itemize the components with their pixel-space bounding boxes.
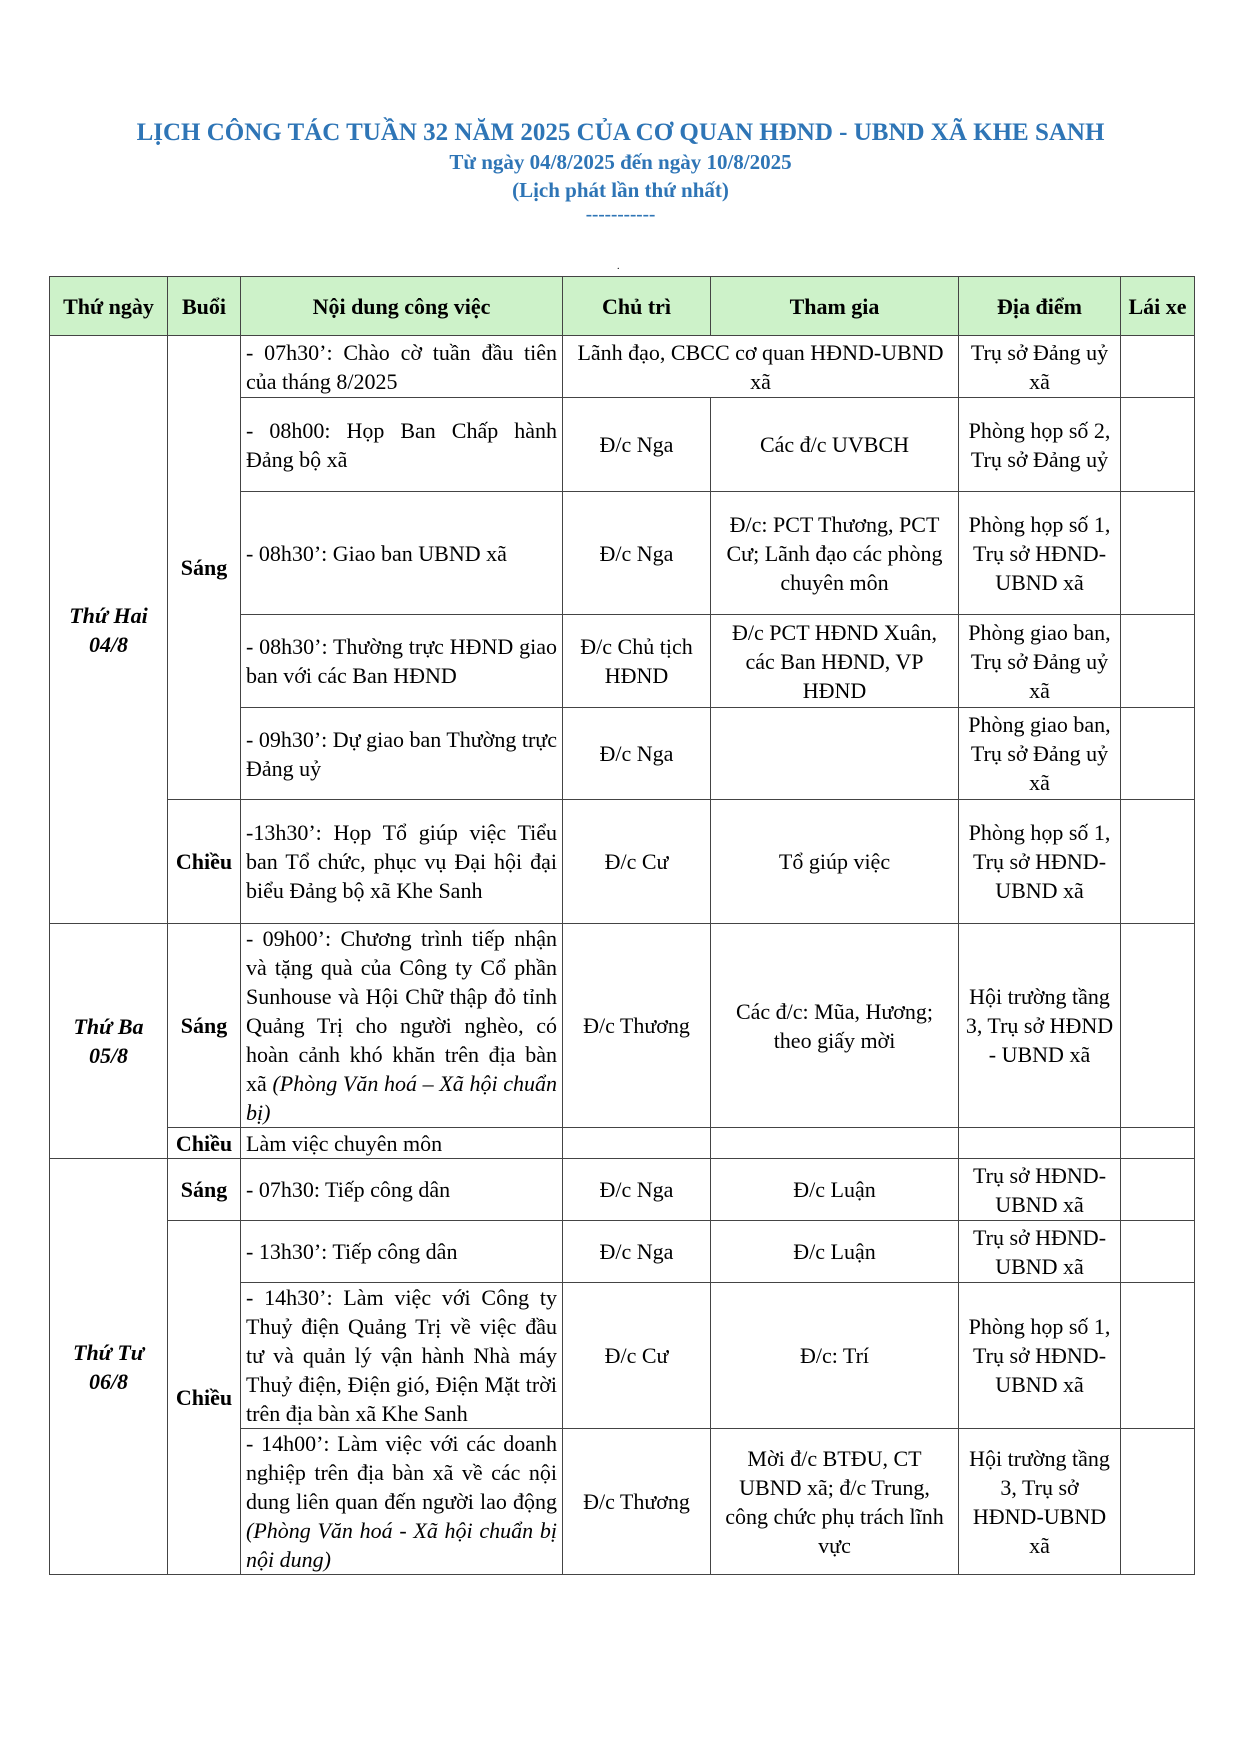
driver-cell — [1121, 708, 1195, 800]
chair-cell: Đ/c Cư — [563, 800, 711, 924]
chair-cell: Đ/c Nga — [563, 1221, 711, 1283]
driver-cell — [1121, 800, 1195, 924]
day-date: 05/8 — [88, 1043, 129, 1068]
content-cell: Làm việc chuyên môn — [241, 1128, 563, 1159]
header-separator: ----------- — [585, 204, 656, 225]
participants-cell: Đ/c PCT HĐND Xuân, các Ban HĐND, VP HĐND — [711, 615, 959, 708]
col-header-chair: Chủ trì — [563, 277, 711, 336]
day-name: Thứ Tư — [73, 1339, 144, 1365]
issue-note: (Lịch phát lần thứ nhất) — [512, 178, 729, 202]
col-header-session: Buổi — [168, 277, 241, 336]
day-name: Thứ Hai — [69, 602, 148, 628]
content-cell: - 14h30’: Làm việc với Công ty Thuỷ điện Quảng Trị về việc đầu tư và quản lý vận hành Nhà máy Thuỷ điện, Điện gió, Điện Mặt trời trên địa bàn xã Khe Sanh — [241, 1283, 563, 1429]
session-cell: Sáng — [168, 1159, 241, 1221]
participants-cell: Đ/c Luận — [711, 1221, 959, 1283]
location-cell: Phòng giao ban, Trụ sở Đảng uỷ xã — [959, 708, 1121, 800]
location-cell: Trụ sở HĐND-UBND xã — [959, 1159, 1121, 1221]
col-header-day: Thứ ngày — [50, 277, 168, 336]
chair-cell: Đ/c Cư — [563, 1283, 711, 1429]
session-cell: Sáng — [168, 336, 241, 800]
driver-cell — [1121, 1159, 1195, 1221]
chair-participants-cell: Lãnh đạo, CBCC cơ quan HĐND-UBND xã — [563, 336, 959, 398]
chair-cell: Đ/c Thương — [563, 924, 711, 1128]
participants-cell — [711, 1128, 959, 1159]
day-date: 04/8 — [88, 631, 129, 657]
document-header — [0, 118, 1241, 226]
location-cell: Hội trường tầng 3, Trụ sở HĐND - UBND xã — [959, 924, 1121, 1128]
location-cell: Phòng họp số 1, Trụ sở HĐND-UBND xã — [959, 800, 1121, 924]
driver-cell — [1121, 1429, 1195, 1575]
driver-cell — [1121, 1283, 1195, 1429]
location-cell: Phòng họp số 1, Trụ sở HĐND-UBND xã — [959, 492, 1121, 615]
participants-cell — [711, 708, 959, 800]
content-cell: -13h30’: Họp Tổ giúp việc Tiểu ban Tổ chức, phục vụ Đại hội đại biểu Đảng bộ xã Khe Sanh — [241, 800, 563, 924]
day-cell-monday — [50, 336, 168, 924]
participants-cell: Tổ giúp việc — [711, 800, 959, 924]
content-cell: - 07h30: Tiếp công dân — [241, 1159, 563, 1221]
content-text: - 14h00’: Làm việc với các doanh nghiệp trên địa bàn xã về các nội dung liên quan đến người lao động — [246, 1431, 557, 1514]
location-cell: Phòng họp số 2, Trụ sở Đảng uỷ — [959, 398, 1121, 492]
content-cell: - 07h30’: Chào cờ tuần đầu tiên của tháng 8/2025 — [241, 336, 563, 398]
day-cell-wednesday — [50, 1159, 168, 1575]
col-header-participants: Tham gia — [711, 277, 959, 336]
day-cell-tuesday — [50, 924, 168, 1159]
driver-cell — [1121, 398, 1195, 492]
participants-cell: Đ/c Luận — [711, 1159, 959, 1221]
content-text: - 09h00’: Chương trình tiếp nhận và tặng quà của Công ty Cổ phần Sunhouse và Hội Chữ thập đỏ tỉnh Quảng Trị cho người nghèo, có hoàn cảnh khó khăn trên địa bàn xã — [246, 926, 557, 1096]
content-cell: - 09h30’: Dự giao ban Thường trực Đảng uỷ — [241, 708, 563, 800]
content-cell — [241, 1429, 563, 1575]
participants-cell: Đ/c: PCT Thương, PCT Cư; Lãnh đạo các phòng chuyên môn — [711, 492, 959, 615]
col-header-driver: Lái xe — [1121, 277, 1195, 336]
content-note: (Phòng Văn hoá – Xã hội chuẩn bị) — [246, 1071, 557, 1125]
table-header-row — [50, 277, 1195, 336]
content-cell: - 13h30’: Tiếp công dân — [241, 1221, 563, 1283]
location-cell: Trụ sở Đảng uỷ xã — [959, 336, 1121, 398]
content-cell: - 08h00: Họp Ban Chấp hành Đảng bộ xã — [241, 398, 563, 492]
table-row — [50, 336, 1195, 398]
table-row — [50, 800, 1195, 924]
participants-cell: Các đ/c: Mũa, Hương; theo giấy mời — [711, 924, 959, 1128]
table-row — [50, 1128, 1195, 1159]
chair-cell: Đ/c Chủ tịch HĐND — [563, 615, 711, 708]
schedule-table — [49, 276, 1195, 1575]
driver-cell — [1121, 336, 1195, 398]
driver-cell — [1121, 1128, 1195, 1159]
chair-cell: Đ/c Nga — [563, 1159, 711, 1221]
location-cell: Phòng họp số 1, Trụ sở HĐND-UBND xã — [959, 1283, 1121, 1429]
day-name: Thứ Ba — [73, 1014, 144, 1039]
content-cell — [241, 924, 563, 1128]
content-cell: - 08h30’: Thường trực HĐND giao ban với các Ban HĐND — [241, 615, 563, 708]
location-cell: Hội trường tầng 3, Trụ sở HĐND-UBND xã — [959, 1429, 1121, 1575]
chair-cell — [563, 1128, 711, 1159]
location-cell — [959, 1128, 1121, 1159]
content-note: (Phòng Văn hoá - Xã hội chuẩn bị nội dung) — [246, 1518, 557, 1572]
col-header-content: Nội dung công việc — [241, 277, 563, 336]
chair-cell: Đ/c Thương — [563, 1429, 711, 1575]
location-cell: Phòng giao ban, Trụ sở Đảng uỷ xã — [959, 615, 1121, 708]
content-cell: - 08h30’: Giao ban UBND xã — [241, 492, 563, 615]
col-header-location: Địa điểm — [959, 277, 1121, 336]
participants-cell: Các đ/c UVBCH — [711, 398, 959, 492]
chair-cell: Đ/c Nga — [563, 492, 711, 615]
participants-cell: Mời đ/c BTĐU, CT UBND xã; đ/c Trung, công chức phụ trách lĩnh vực — [711, 1429, 959, 1575]
stray-dot: . — [617, 261, 620, 272]
session-cell: Chiều — [168, 1221, 241, 1575]
driver-cell — [1121, 1221, 1195, 1283]
driver-cell — [1121, 492, 1195, 615]
document-title: LỊCH CÔNG TÁC TUẦN 32 NĂM 2025 CỦA CƠ QUAN HĐND - UBND XÃ KHE SANH — [136, 119, 1105, 146]
table-row — [50, 1221, 1195, 1283]
driver-cell — [1121, 615, 1195, 708]
table-row — [50, 1159, 1195, 1221]
session-cell: Sáng — [168, 924, 241, 1128]
day-date: 06/8 — [88, 1368, 129, 1394]
chair-cell: Đ/c Nga — [563, 708, 711, 800]
driver-cell — [1121, 924, 1195, 1128]
location-cell: Trụ sở HĐND-UBND xã — [959, 1221, 1121, 1283]
session-cell: Chiều — [168, 800, 241, 924]
session-cell: Chiều — [168, 1128, 241, 1159]
table-row — [50, 924, 1195, 1128]
chair-cell: Đ/c Nga — [563, 398, 711, 492]
date-range: Từ ngày 04/8/2025 đến ngày 10/8/2025 — [449, 150, 792, 174]
participants-cell: Đ/c: Trí — [711, 1283, 959, 1429]
